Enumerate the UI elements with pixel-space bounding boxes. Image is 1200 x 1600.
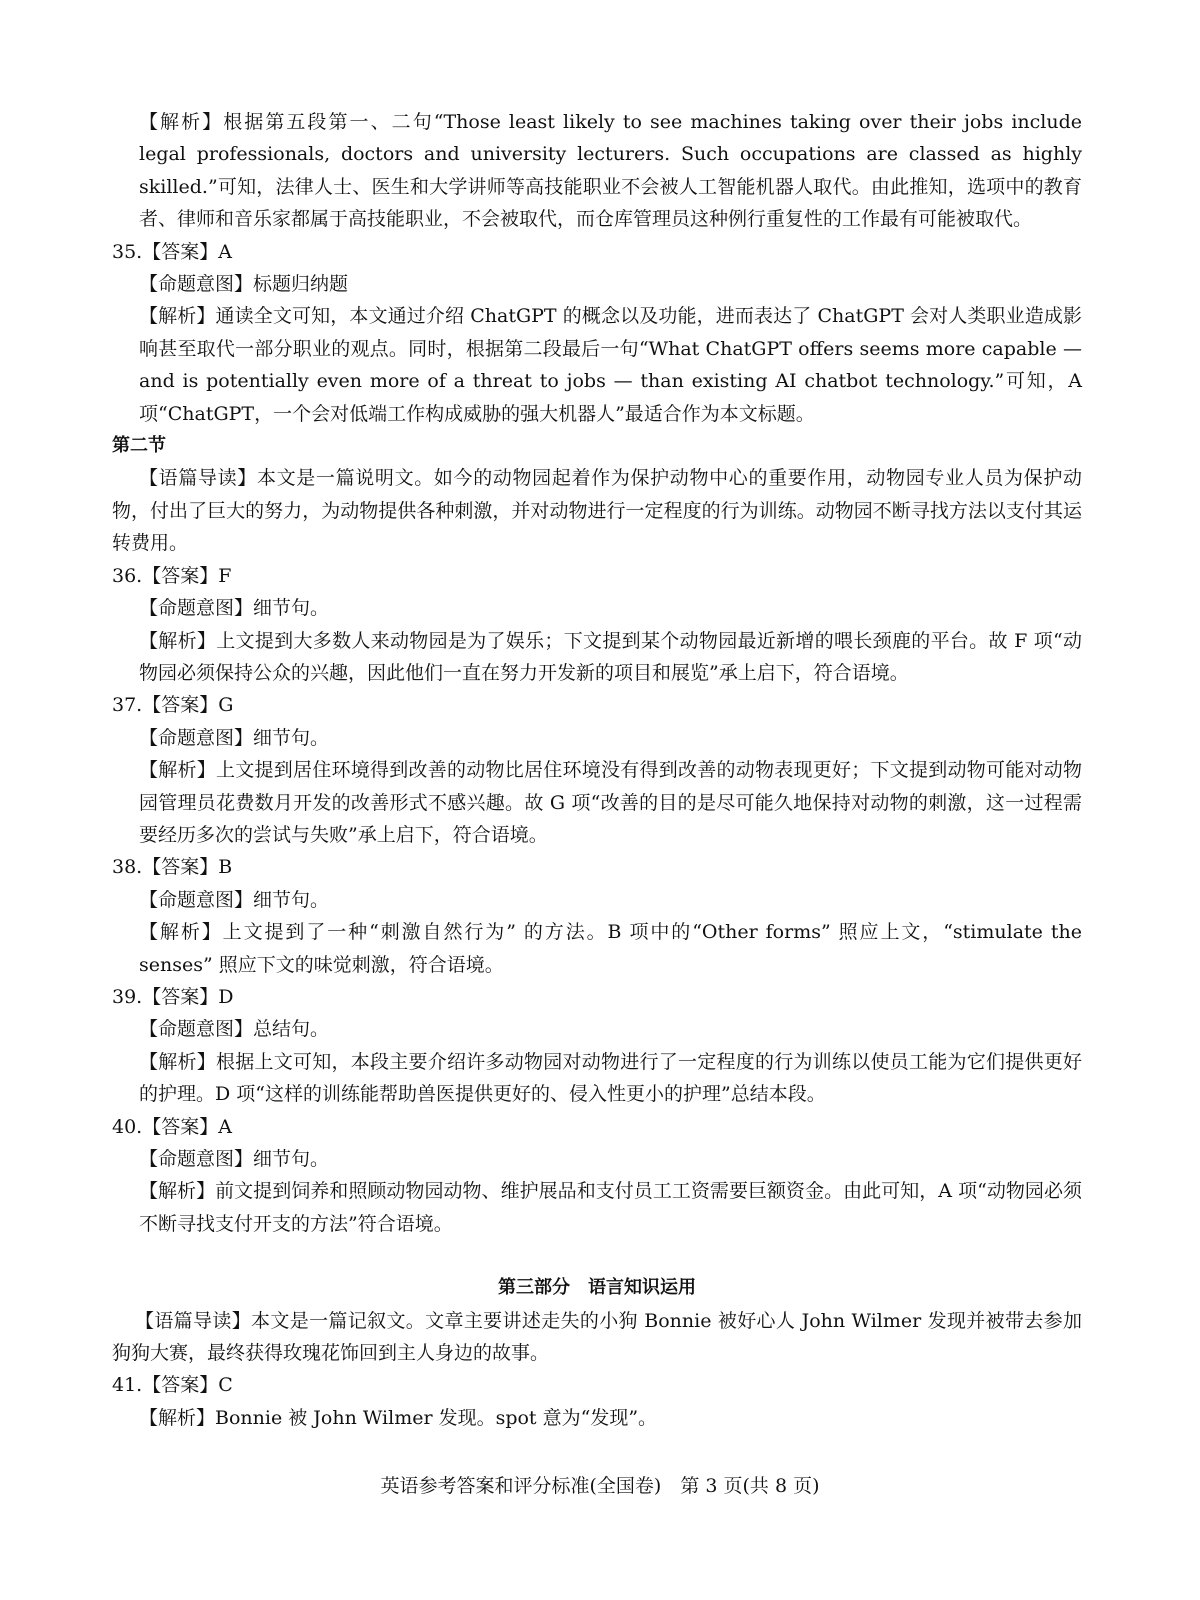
q40-answer: 40.【答案】A (112, 1115, 232, 1138)
q35-analysis: 【解析】通读全文可知，本文通过介绍 ChatGPT 的概念以及功能，进而表达了 ChatGPT 会对人类职业造成影响甚至取代一部分职业的观点。同时，根据第二段最后一句“What ChatGPT offers seems more capable — and is potentially even more of a threat to jobs — than existing AI chatbot technology.”可知，A 项“ChatGPT，一个会对低端工作构成威胁的强大机器人”最适合作为本文标题。 (139, 305, 1082, 425)
q36-intent: 【命题意图】细节句。 (139, 597, 330, 620)
page-footer: 英语参考答案和评分标准(全国卷) 第 3 页(共 8 页) (380, 1475, 820, 1497)
q36-answer: 36.【答案】F (112, 564, 232, 587)
q39-intent: 【命题意图】总结句。 (139, 1018, 330, 1041)
q40-analysis: 【解析】前文提到饲养和照顾动物园动物、维护展品和支付员工工资需要巨额资金。由此可知，A 项“动物园必须不断寻找支付开支的方法”符合语境。 (139, 1180, 1082, 1235)
q38-intent: 【命题意图】细节句。 (139, 888, 330, 911)
q34-analysis: 【解析】根据第五段第一、二句“Those least likely to see machines taking over their jobs include legal professionals, doctors and university lecturers. Such occupations are classed as highly skilled.”可知，法律人士、医生和大学讲师等高技能职业不会被人工智能机器人取代。由此推知，选项中的教育者、律师和音乐家都属于高技能职业，不会被取代，而仓库管理员这种例行重复性的工作最有可能被取代。 (139, 111, 1082, 231)
q37-intent: 【命题意图】细节句。 (139, 726, 330, 749)
part-3-guide: 【语篇导读】本文是一篇记叙文。文章主要讲述走失的小狗 Bonnie 被好心人 John Wilmer 发现并被带去参加狗狗大赛，最终获得玫瑰花饰回到主人身边的故事。 (112, 1309, 1082, 1365)
q37-analysis: 【解析】上文提到居住环境得到改善的动物比居住环境没有得到改善的动物表现更好；下文提到动物可能对动物园管理员花费数月开发的改善形式不感兴趣。故 G 项“改善的目的是尽可能久地保持对动物的刺激，这一过程需要经历多次的尝试与失败”承上启下，符合语境。 (139, 759, 1082, 846)
q37-answer: 37.【答案】G (112, 694, 234, 717)
q38-analysis: 【解析】上文提到了一种“刺激自然行为” 的方法。B 项中的“Other forms” 照应上文，“stimulate the senses” 照应下文的味觉刺激，符合语境。 (139, 921, 1082, 976)
q39-analysis: 【解析】根据上文可知，本段主要介绍许多动物园对动物进行了一定程度的行为训练以使员工能为它们提供更好的护理。D 项“这样的训练能帮助兽医提供更好的、侵入性更小的护理”总结本段。 (139, 1050, 1082, 1106)
q35-answer: 35.【答案】A (112, 240, 232, 263)
q39-answer: 39.【答案】D (112, 985, 234, 1008)
part-3-title: 第三部分 语言知识运用 (498, 1277, 696, 1299)
q41-analysis: 【解析】Bonnie 被 John Wilmer 发现。spot 意为“发现”。 (139, 1406, 658, 1429)
q41-answer: 41.【答案】C (112, 1374, 233, 1397)
q38-answer: 38.【答案】B (112, 856, 233, 879)
q35-intent: 【命题意图】标题归纳题 (139, 273, 349, 296)
section-2-title: 第二节 (112, 435, 166, 457)
section-2-guide: 【语篇导读】本文是一篇说明文。如今的动物园起着作为保护动物中心的重要作用，动物园专业人员为保护动物，付出了巨大的努力，为动物提供各种刺激，并对动物进行一定程度的行为训练。动物园不断寻找方法以支付其运转费用。 (112, 467, 1082, 555)
q36-analysis: 【解析】上文提到大多数人来动物园是为了娱乐；下文提到某个动物园最近新增的喂长颈鹿的平台。故 F 项“动物园必须保持公众的兴趣，因此他们一直在努力开发新的项目和展览”承上启下，符合语境。 (139, 629, 1082, 684)
q40-intent: 【命题意图】细节句。 (139, 1148, 330, 1170)
